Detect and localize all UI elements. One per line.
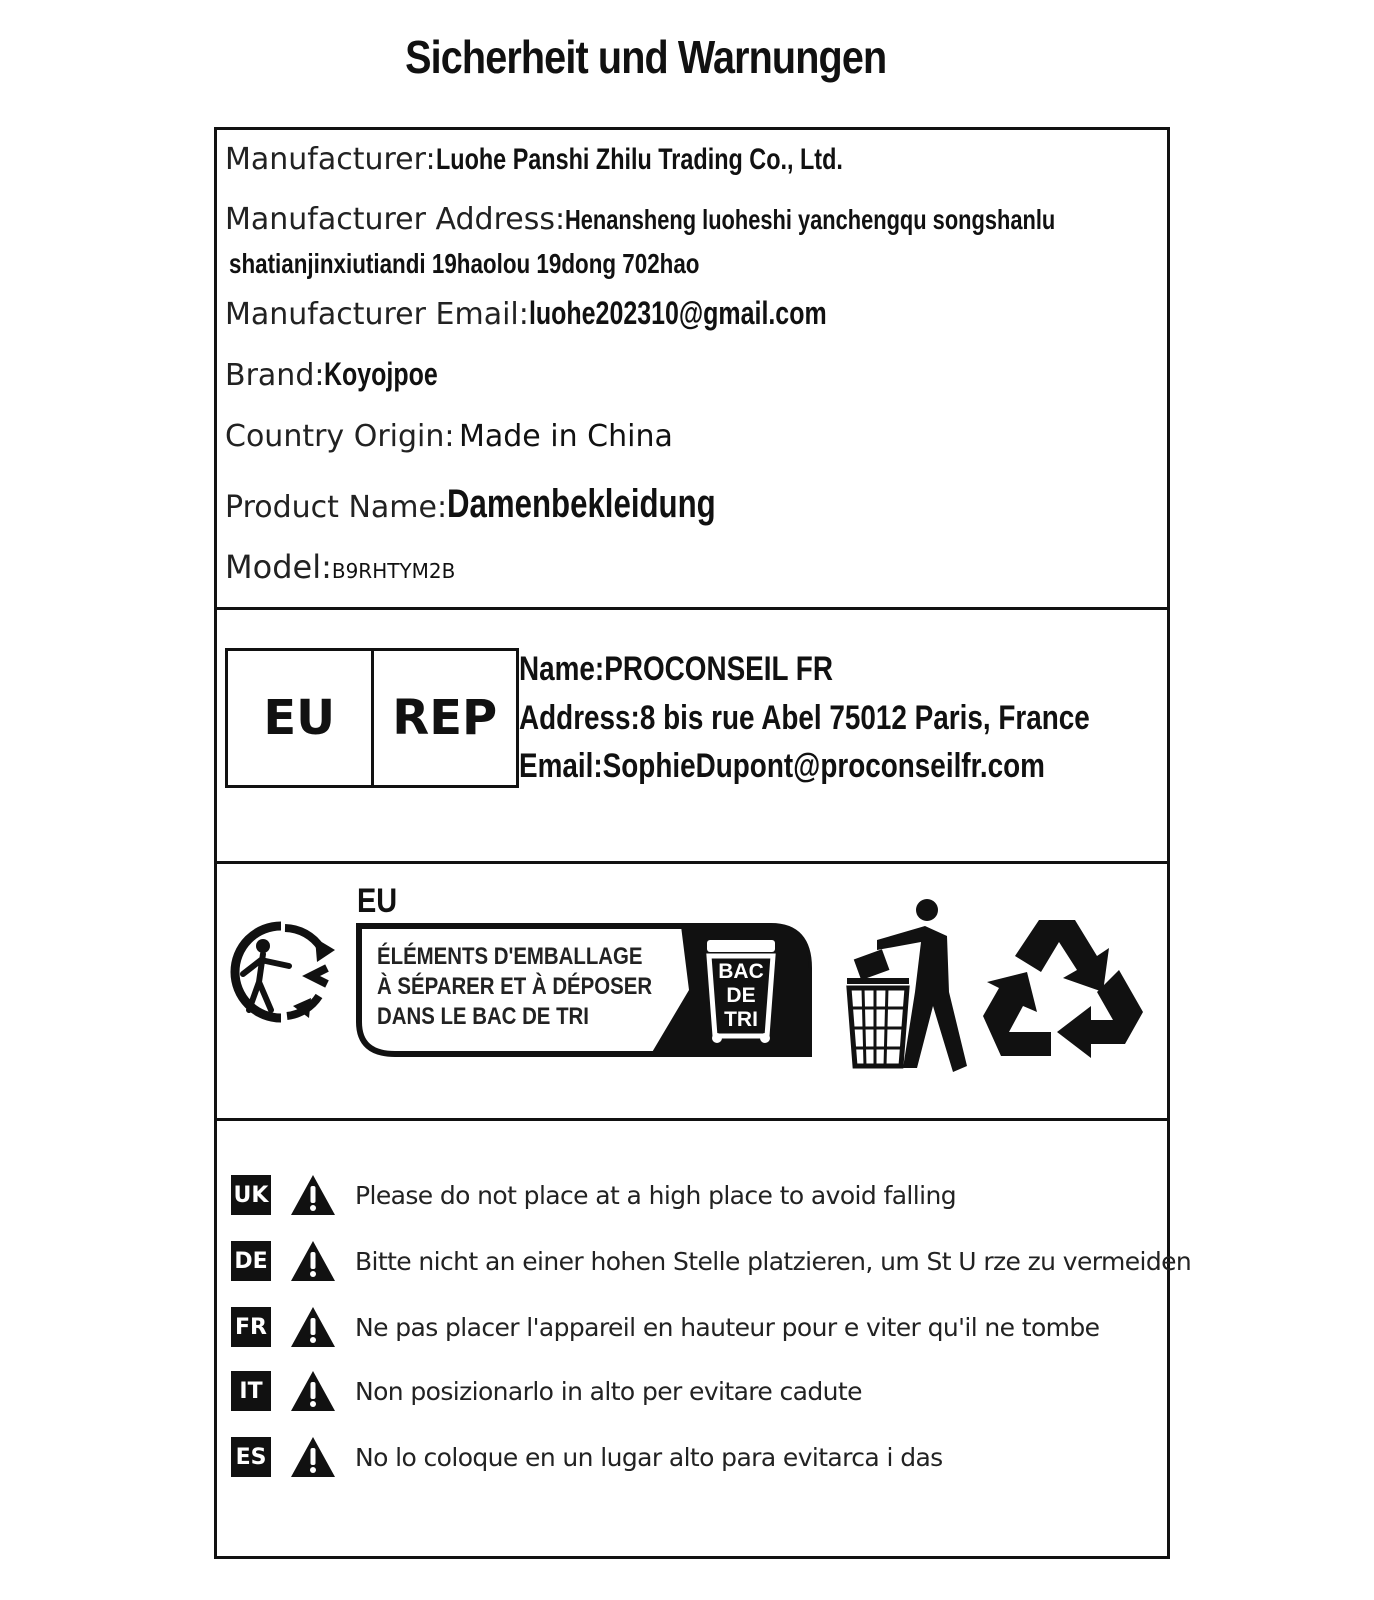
address-value-line1: Henansheng luoheshi yanchengqu songshanlu bbox=[565, 204, 1056, 235]
eu-rep-box bbox=[225, 648, 519, 788]
country-value: Made in China bbox=[458, 419, 673, 454]
section-divider bbox=[217, 1118, 1167, 1121]
warning-triangle-icon bbox=[289, 1239, 337, 1283]
section-divider bbox=[217, 861, 1167, 864]
manufacturer-row bbox=[225, 142, 957, 177]
country-row bbox=[225, 419, 673, 454]
language-code-badge: DE bbox=[231, 1241, 271, 1281]
page-title: Sicherheit und Warnungen bbox=[405, 31, 887, 83]
warning-row-es bbox=[231, 1436, 943, 1478]
bin-line: TRI bbox=[724, 1008, 758, 1031]
language-code-badge: IT bbox=[231, 1371, 271, 1411]
warning-triangle-icon bbox=[289, 1173, 337, 1217]
banner-text bbox=[377, 942, 652, 1032]
model-row bbox=[225, 548, 455, 586]
banner-line: À SÉPARER ET À DÉPOSER bbox=[377, 973, 653, 1000]
triman-icon bbox=[223, 916, 339, 1028]
language-code-badge: UK bbox=[231, 1175, 271, 1215]
warning-text: Please do not place at a high place to avoid falling bbox=[355, 1180, 956, 1210]
warning-row-it bbox=[231, 1370, 862, 1412]
language-code-badge: ES bbox=[231, 1437, 271, 1477]
recycle-arrows-icon bbox=[979, 912, 1149, 1074]
section-divider bbox=[217, 607, 1167, 610]
brand-row bbox=[225, 356, 470, 393]
address-row bbox=[225, 202, 1194, 237]
person-throwing-trash-icon bbox=[841, 896, 973, 1072]
model-value: B9RHTYM2B bbox=[331, 559, 456, 583]
manufacturer-label: Manufacturer: bbox=[225, 142, 436, 177]
warning-text: Ne pas placer l'appareil en hauteur pour e viter qu'il ne tombe bbox=[355, 1312, 1100, 1342]
model-label: Model: bbox=[225, 548, 332, 586]
email-label: Manufacturer Email: bbox=[225, 297, 529, 332]
bin-line: BAC bbox=[718, 960, 764, 983]
eu-rep-name: Name:PROCONSEIL FR bbox=[519, 650, 833, 688]
banner-line: ÉLÉMENTS D'EMBALLAGE bbox=[377, 943, 643, 970]
country-label: Country Origin: bbox=[225, 419, 455, 454]
product-row bbox=[225, 482, 792, 527]
label-frame bbox=[214, 127, 1192, 1559]
warning-text: Non posizionarlo in alto per evitare cadute bbox=[355, 1376, 862, 1406]
warning-triangle-icon bbox=[289, 1305, 337, 1349]
eu-rep-box-eu: EU bbox=[263, 690, 336, 746]
manufacturer-value: Luohe Panshi Zhilu Trading Co., Ltd. bbox=[435, 143, 843, 176]
brand-value: Koyojpoe bbox=[324, 356, 439, 392]
eu-rep-box-rep: REP bbox=[371, 651, 517, 785]
product-value: Damenbekleidung bbox=[447, 482, 716, 526]
eu-rep-email: Email:SophieDupont@proconseilfr.com bbox=[519, 747, 1045, 785]
warning-text: No lo coloque en un lugar alto para evitarca i das bbox=[355, 1442, 943, 1472]
brand-label: Brand: bbox=[225, 358, 325, 393]
banner-line: DANS LE BAC DE TRI bbox=[377, 1003, 589, 1030]
warning-triangle-icon bbox=[289, 1435, 337, 1479]
bin-text bbox=[713, 960, 769, 1032]
eu-rep-address: Address:8 bis rue Abel 75012 Paris, France bbox=[519, 699, 1090, 737]
email-row bbox=[225, 295, 910, 332]
address-label: Manufacturer Address: bbox=[225, 202, 566, 237]
warning-row-fr bbox=[231, 1306, 1099, 1348]
warning-row-uk bbox=[231, 1174, 956, 1216]
email-value: luohe202310@gmail.com bbox=[528, 295, 827, 331]
warning-triangle-icon bbox=[289, 1369, 337, 1413]
eu-small-label: EU bbox=[357, 882, 398, 920]
bin-line: DE bbox=[726, 984, 756, 1007]
language-code-badge: FR bbox=[231, 1307, 271, 1347]
product-label: Product Name: bbox=[225, 490, 448, 525]
warning-text: Bitte nicht an einer hohen Stelle platzieren, um St U rze zu vermeiden bbox=[355, 1246, 1192, 1276]
warning-row-de bbox=[231, 1240, 1191, 1282]
address-value-line2: shatianjinxiutiandi 19haolou 19dong 702hao bbox=[229, 248, 700, 279]
